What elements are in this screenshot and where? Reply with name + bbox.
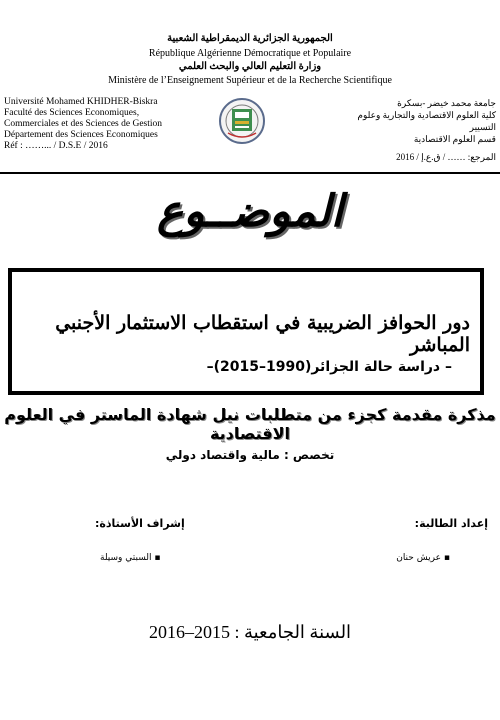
supervised-by-label: إشراف الأستاذة:: [95, 517, 185, 530]
republic-ar: الجمهورية الجزائرية الديمقراطية الشعبية: [167, 33, 333, 44]
university-ar: جامعة محمد خيضر -بسكرة: [397, 98, 496, 108]
faculty-fr: Faculté des Sciences Economiques,: [4, 108, 140, 118]
department-fr: Département des Sciences Economiques: [4, 130, 158, 140]
specialty: تخصص : مالية واقتصاد دولي: [165, 448, 335, 462]
header-divider: [0, 172, 500, 174]
academic-year: السنة الجامعية : 2015–2016: [148, 622, 352, 642]
reference-ar: المرجع: …… / ق.ع.إ / 2016: [396, 152, 496, 162]
prepared-by-label: إعداد الطالبة:: [414, 517, 488, 530]
thesis-title: دور الحوافز الضريبية في استقطاب الاستثمار الأجنبي المباشر: [55, 312, 470, 356]
reference-fr: Réf : ……... / D.S.E / 2016: [4, 141, 108, 151]
supervisor-name: السبتي وسيلة: [100, 553, 152, 563]
supervisor-name-row: [100, 553, 160, 563]
university-fr: Université Mohamed KHIDHER-Biskra: [4, 97, 158, 107]
faculty-fr-cont: Commerciales et des Sciences de Gestion: [4, 119, 163, 129]
bullet-icon: ▪: [443, 553, 450, 563]
institution-ar: [346, 97, 496, 163]
document-heading: الموضــوع: [157, 186, 343, 237]
department-ar: قسم العلوم الاقتصادية: [413, 134, 496, 144]
republic-fr: République Algérienne Démocratique et Populaire: [148, 48, 352, 59]
thesis-subtitle: – دراسة حالة الجزائر(1990–2015)–: [206, 359, 452, 375]
university-seal-icon: [218, 97, 266, 145]
ministry-ar: وزارة التعليم العالي والبحث العلمي: [178, 61, 322, 72]
ministry-fr: Ministère de l’Enseignement Supérieur et de la Recherche Scientifique: [108, 75, 392, 86]
student-name-row: [396, 553, 450, 563]
faculty-ar: كلية العلوم الاقتصادية والتجارية وعلوم التسيير: [357, 110, 496, 132]
student-name: عريش حنان: [396, 553, 442, 563]
institution-fr: [4, 97, 194, 152]
university-logo: [218, 97, 266, 145]
bullet-icon: ▪: [154, 553, 161, 563]
memo-statement: مذكرة مقدمة كجزء من متطلبات نيل شهادة الماستر في العلوم الاقتصادية: [4, 405, 496, 443]
